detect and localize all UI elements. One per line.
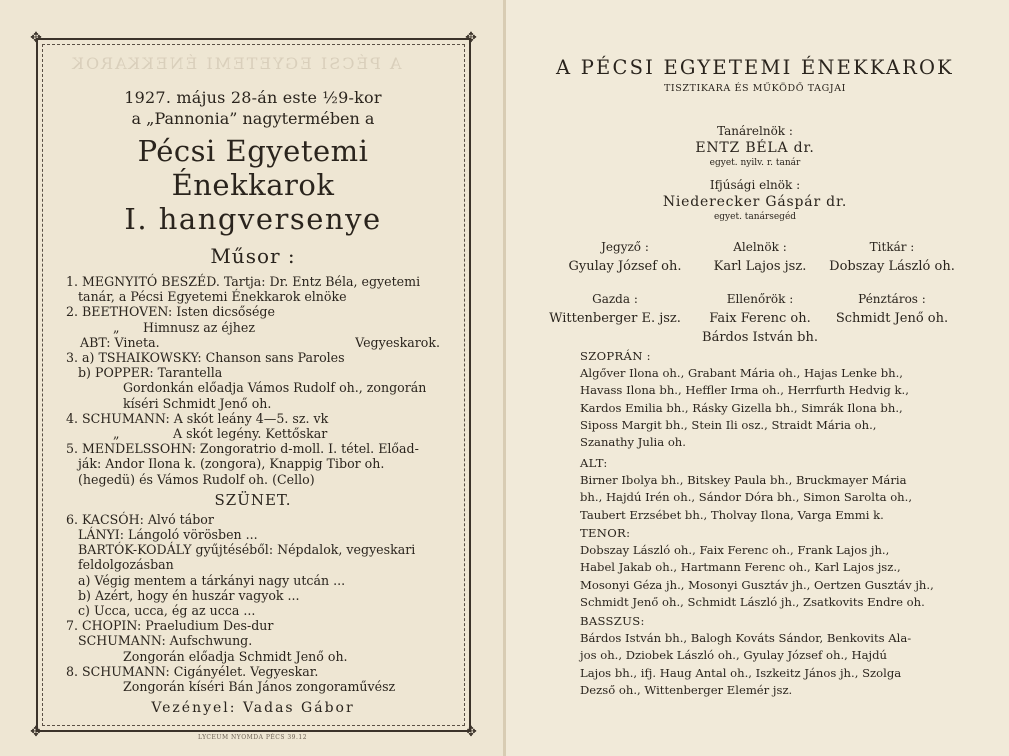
program-title: Pécsi Egyetemi Énekkarok: [137, 134, 369, 202]
officer-title: Jegyző :: [601, 240, 649, 254]
program-line-group: [66, 320, 440, 335]
program-list-part1: [66, 274, 440, 487]
date-line: 1927. május 28-án este ½9-kor: [124, 88, 382, 107]
officer-title: Ellenőrök :: [726, 292, 794, 306]
officer-name: Karl Lajos jsz.: [713, 259, 807, 274]
member-line: Habel Jakab oh., Hartmann Ferenc oh., Karl Lajos jsz.,: [580, 560, 901, 575]
program-line: 3. a) TSHAIKOWSKY: Chanson sans Paroles: [66, 350, 345, 366]
officer-ellenorok: [690, 292, 830, 345]
program-list-part2: [66, 512, 440, 694]
program-line: 5. MENDELSSOHN: Zongoratrio d-moll. I. tétel. Előad-: [66, 441, 419, 457]
officer-alelnok: [690, 240, 830, 274]
program-line: a) Végig mentem a tárkányi nagy utcán ...: [78, 572, 346, 588]
officer-title: Gazda :: [592, 292, 638, 306]
member-line: Szanathy Julia oh.: [580, 435, 686, 450]
program-line: A skót legény. Kettőskar: [173, 426, 328, 442]
section-basszus: [580, 613, 960, 699]
member-line: Dezső oh., Wittenberger Elemér jsz.: [580, 682, 793, 697]
intermission-heading: SZÜNET.: [214, 490, 292, 509]
member-line: Dobszay László oh., Faix Ferenc oh., Frank Lajos jh.,: [580, 543, 890, 558]
officer-title: Alelnök :: [733, 240, 787, 254]
member-line: bh., Hajdú Irén oh., Sándor Dóra bh., Simon Sarolta oh.,: [580, 490, 913, 505]
section-heading: SZOPRÁN :: [580, 349, 651, 363]
program-line: Gordonkán előadja Vámos Rudolf oh., zongorán: [123, 380, 427, 396]
program-line: feldolgozásban: [78, 557, 174, 573]
member-line: Mosonyi Géza jh., Mosonyi Gusztáv jh., Oertzen Gusztáv jh.,: [580, 577, 934, 592]
program-line: Vegyeskarok.: [355, 334, 440, 350]
officer-name: Wittenberger E. jsz.: [549, 311, 681, 326]
roster-title: A PÉCSI EGYETEMI ÉNEKKAROK: [556, 56, 954, 79]
program-line: c) Ucca, ucca, ég az ucca ...: [78, 603, 256, 619]
program-line: 8. SCHUMANN: Cigányélet. Vegyeskar.: [66, 663, 319, 679]
officer-title: Pénztáros :: [858, 292, 926, 306]
program-subtitle: I. hangversenye: [124, 202, 382, 236]
program-line: 4. SCHUMANN: A skót leány 4—5. sz. vk: [66, 410, 329, 426]
conductor-line: Vezényel: Vadas Gábor: [151, 700, 355, 717]
program-line: ják: Andor Ilona k. (zongora), Knappig Tibor oh.: [78, 456, 385, 472]
ifjusagi-name: Niederecker Gáspár dr.: [662, 194, 848, 210]
section-heading: ALT:: [580, 456, 608, 470]
section-heading: TENOR:: [580, 526, 631, 540]
section-szopran: [580, 348, 960, 451]
program-line: b) Azért, hogy én huszár vagyok ...: [78, 587, 300, 603]
ditto-mark: „: [113, 319, 120, 335]
officer-name: Bárdos István bh.: [702, 330, 818, 345]
officer-gazda: [540, 292, 690, 326]
ifjusagi-note: egyet. tanársegéd: [713, 212, 797, 222]
officer-titkar: [822, 240, 962, 274]
member-line: Schmidt Jenő oh., Schmidt László jh., Zsatkovits Endre oh.: [580, 594, 925, 609]
program-line: LÁNYI: Lángoló vörösben ...: [78, 527, 258, 543]
program-line: 1. MEGNYITÓ BESZÉD. Tartja: Dr. Entz Béla, egyetemi: [66, 274, 421, 289]
program-line: 7. CHOPIN: Praeludium Des-dur: [66, 618, 274, 634]
member-line: Taubert Erzsébet bh., Tholvay Ilona, Varga Emmi k.: [580, 507, 884, 522]
program-line: Zongorán kíséri Bán János zongoraművész: [123, 679, 396, 695]
officer-title: Titkár :: [869, 240, 915, 254]
officer-jegyzo: [550, 240, 700, 274]
section-tenor: [580, 525, 960, 611]
program-line: SCHUMANN: Aufschwung.: [78, 633, 253, 649]
officer-name: Schmidt Jenő oh.: [835, 311, 949, 326]
venue-line: a „Pannonia” nagytermében a: [131, 109, 375, 128]
program-line-group: [66, 335, 440, 350]
tanarelnok-note: egyet. nyilv. r. tanár: [709, 158, 801, 168]
member-line: jos oh., Dziobek László oh., Gyulay József oh., Hajdú: [580, 648, 888, 663]
program-line: Himnusz az éjhez: [143, 319, 255, 335]
program-line: Zongorán előadja Schmidt Jenő oh.: [123, 648, 348, 664]
tanarelnok-name: ENTZ BÉLA dr.: [695, 140, 815, 156]
corner-ornament-icon: ✥: [465, 30, 477, 46]
member-line: Bárdos István bh., Balogh Kováts Sándor, Benkovits Ala-: [580, 631, 912, 646]
musor-heading: Műsor :: [210, 244, 296, 268]
bleed-through-text: A PÉCSI EGYETEMI ÉNEKKAROK: [70, 54, 402, 73]
section-alt: [580, 455, 960, 524]
officers-grid: [550, 240, 960, 346]
program-line: 6. KACSÓH: Alvó tábor: [66, 511, 214, 527]
member-line: Birner Ibolya bh., Bitskey Paula bh., Bruckmayer Mária: [580, 473, 907, 488]
officer-name: Faix Ferenc oh.: [709, 311, 811, 326]
printer-imprint: LYCEUM NYOMDA PÉCS 39.12: [197, 734, 308, 741]
tanarelnok-label: Tanárelnök :: [717, 124, 793, 138]
program-line: kíséri Schmidt Jenő oh.: [123, 395, 272, 411]
program-line: BARTÓK-KODÁLY gyűjtéséből: Népdalok, vegyeskari: [78, 542, 416, 558]
concert-program: [66, 82, 440, 716]
officer-name: Gyulay József oh.: [568, 259, 682, 274]
member-line: Lajos bh., ifj. Haug Antal oh., Iszkeitz János jh., Szolga: [580, 665, 902, 680]
program-line: (hegedü) és Vámos Rudolf oh. (Cello): [78, 471, 315, 487]
ifjusagi-label: Ifjúsági elnök :: [709, 178, 801, 192]
program-line: tanár, a Pécsi Egyetemi Énekkarok elnöke: [78, 289, 347, 305]
program-line-group: [66, 426, 440, 441]
member-line: Kardos Emilia bh., Rásky Gizella bh., Simrák Ilona bh.,: [580, 400, 903, 415]
officer-name: Dobszay László oh.: [829, 259, 955, 274]
member-line: Havass Ilona bh., Heffler Irma oh., Herrfurth Hedvig k.,: [580, 383, 909, 398]
corner-ornament-icon: ✥: [30, 30, 42, 46]
section-heading: BASSZUS:: [580, 614, 645, 628]
corner-ornament-icon: ✥: [465, 724, 477, 740]
officer-penztaros: [822, 292, 962, 326]
program-line: ABT: Vineta.: [80, 334, 160, 350]
program-line: 2. BEETHOVEN: Isten dicsősége: [66, 304, 275, 320]
member-line: Algőver Ilona oh., Grabant Mária oh., Hajas Lenke bh.,: [580, 366, 903, 381]
member-line: Siposs Margit bh., Stein Ili osz., Straidt Mária oh.,: [580, 417, 877, 432]
roster-subtitle: TISZTIKARA ÉS MŰKÖDŐ TAGJAI: [663, 83, 847, 94]
corner-ornament-icon: ✥: [30, 724, 42, 740]
program-line: b) POPPER: Tarantella: [78, 365, 223, 381]
ditto-mark: „: [113, 426, 120, 442]
page-divider: [503, 0, 506, 756]
choir-roster: [550, 52, 960, 346]
